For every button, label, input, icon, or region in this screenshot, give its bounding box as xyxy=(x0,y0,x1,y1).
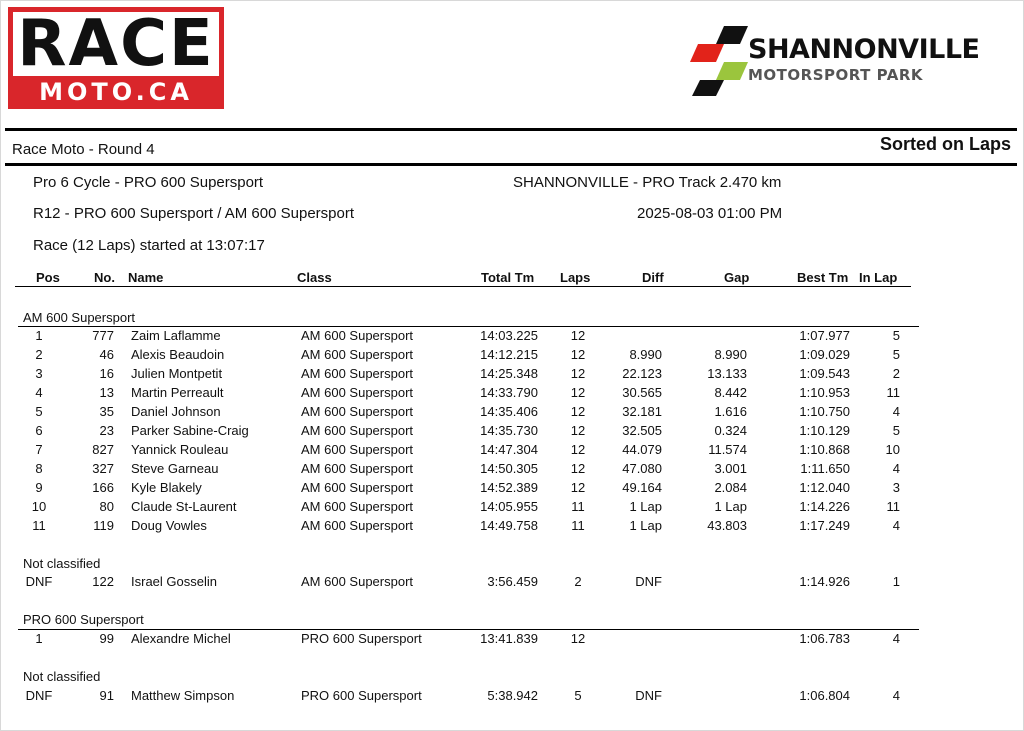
cell-gap: 1.616 xyxy=(714,404,747,419)
cell-class: AM 600 Supersport xyxy=(301,328,414,343)
col-header-diff: Diff xyxy=(642,270,664,285)
cell-best-time: 1:17.249 xyxy=(799,518,850,533)
track-label: SHANNONVILLE - PRO Track 2.470 km xyxy=(513,174,782,191)
cell-class: AM 600 Supersport xyxy=(301,423,414,438)
cell-class: AM 600 Supersport xyxy=(301,518,414,533)
cell-total-time: 14:52.389 xyxy=(480,480,538,495)
result-row xyxy=(0,442,1024,461)
cell-laps: 12 xyxy=(570,461,586,476)
cell-pos: 2 xyxy=(35,347,43,362)
cell-best-time: 1:12.040 xyxy=(799,480,850,495)
cell-total-time: 14:12.215 xyxy=(480,347,538,362)
result-row xyxy=(0,688,1024,707)
cell-no: 16 xyxy=(99,366,114,381)
cell-gap: 0.324 xyxy=(714,423,747,438)
cell-total-time: 13:41.839 xyxy=(480,631,538,646)
race-label: R12 - PRO 600 Supersport / AM 600 Supersport xyxy=(33,205,354,222)
cell-diff: 49.164 xyxy=(622,480,662,495)
cell-best-time: 1:07.977 xyxy=(799,328,850,343)
cell-in-lap: 5 xyxy=(892,328,900,343)
cell-diff: 44.079 xyxy=(622,442,662,457)
cell-laps: 12 xyxy=(570,366,586,381)
result-row xyxy=(0,328,1024,347)
cell-no: 80 xyxy=(99,499,114,514)
cell-class: AM 600 Supersport xyxy=(301,366,414,381)
cell-class: AM 600 Supersport xyxy=(301,442,414,457)
cell-laps: 2 xyxy=(574,574,582,589)
cell-no: 23 xyxy=(99,423,114,438)
result-row xyxy=(0,423,1024,442)
race-datetime: 2025-08-03 01:00 PM xyxy=(637,205,783,222)
cell-diff: 22.123 xyxy=(622,366,662,381)
cell-pos: 8 xyxy=(35,461,43,476)
cell-name: Martin Perreault xyxy=(131,385,224,400)
cell-pos: DNF xyxy=(25,688,53,703)
shannonville-logo-mark xyxy=(690,24,750,96)
cell-class: AM 600 Supersport xyxy=(301,480,414,495)
cell-laps: 5 xyxy=(574,688,582,703)
cell-name: Zaim Laflamme xyxy=(131,328,221,343)
cell-name: Kyle Blakely xyxy=(131,480,202,495)
cell-no: 46 xyxy=(99,347,114,362)
cell-pos: DNF xyxy=(25,574,53,589)
cell-gap: 2.084 xyxy=(714,480,747,495)
cell-pos: 1 xyxy=(35,631,43,646)
cell-name: Parker Sabine-Craig xyxy=(131,423,249,438)
cell-name: Alexis Beaudoin xyxy=(131,347,225,362)
cell-pos: 11 xyxy=(32,518,46,533)
cell-diff: DNF xyxy=(635,688,662,703)
cell-diff: 32.505 xyxy=(622,423,662,438)
col-header-no: No. xyxy=(94,270,115,285)
cell-pos: 5 xyxy=(35,404,43,419)
group-title: PRO 600 Supersport xyxy=(23,612,144,627)
col-header-inlap: In Lap xyxy=(859,270,898,285)
series-label: Pro 6 Cycle - PRO 600 Supersport xyxy=(33,174,264,191)
cell-no: 91 xyxy=(99,688,114,703)
cell-diff: 30.565 xyxy=(622,385,662,400)
header-rule-top xyxy=(5,128,1017,131)
cell-in-lap: 5 xyxy=(892,423,900,438)
cell-best-time: 1:06.804 xyxy=(799,688,850,703)
group-rule xyxy=(18,326,919,327)
cell-total-time: 14:49.758 xyxy=(480,518,538,533)
cell-best-time: 1:14.226 xyxy=(799,499,850,514)
cell-laps: 11 xyxy=(571,518,585,533)
cell-best-time: 1:11.650 xyxy=(800,461,850,476)
cell-best-time: 1:10.750 xyxy=(799,404,850,419)
cell-best-time: 1:14.926 xyxy=(799,574,850,589)
cell-total-time: 14:35.406 xyxy=(480,404,538,419)
cell-gap: 1 Lap xyxy=(714,499,747,514)
cell-best-time: 1:09.543 xyxy=(799,366,850,381)
cell-no: 827 xyxy=(92,442,114,457)
race-moto-logo-top: RACE xyxy=(17,7,215,81)
cell-name: Julien Montpetit xyxy=(131,366,223,381)
result-row xyxy=(0,347,1024,366)
header-rule-bottom xyxy=(5,163,1017,166)
result-row xyxy=(0,480,1024,499)
cell-class: AM 600 Supersport xyxy=(301,347,414,362)
col-header-gap: Gap xyxy=(724,270,750,285)
cell-name: Daniel Johnson xyxy=(131,404,221,419)
cell-name: Israel Gosselin xyxy=(131,574,217,589)
cell-name: Claude St-Laurent xyxy=(131,499,237,514)
cell-pos: 9 xyxy=(35,480,43,495)
cell-gap: 43.803 xyxy=(707,518,747,533)
cell-in-lap: 4 xyxy=(892,518,900,533)
cell-total-time: 14:05.955 xyxy=(480,499,538,514)
cell-in-lap: 11 xyxy=(886,499,900,514)
cell-pos: 1 xyxy=(35,328,43,343)
cell-diff: 1 Lap xyxy=(629,518,662,533)
cell-no: 13 xyxy=(99,385,114,400)
cell-total-time: 14:50.305 xyxy=(480,461,538,476)
col-header-class: Class xyxy=(297,270,332,285)
cell-class: PRO 600 Supersport xyxy=(301,631,422,646)
sort-label: Sorted on Laps xyxy=(879,134,1011,154)
cell-diff: 47.080 xyxy=(622,461,662,476)
result-row xyxy=(0,461,1024,480)
cell-in-lap: 4 xyxy=(892,688,900,703)
cell-pos: 3 xyxy=(35,366,43,381)
cell-name: Matthew Simpson xyxy=(131,688,235,703)
cell-total-time: 14:47.304 xyxy=(480,442,538,457)
cell-pos: 7 xyxy=(35,442,43,457)
result-row xyxy=(0,499,1024,518)
cell-laps: 12 xyxy=(570,328,586,343)
race-moto-logo-panel xyxy=(13,7,219,81)
cell-class: AM 600 Supersport xyxy=(301,404,414,419)
cell-in-lap: 3 xyxy=(892,480,900,495)
result-row xyxy=(0,385,1024,404)
cell-class: AM 600 Supersport xyxy=(301,574,414,589)
cell-diff: DNF xyxy=(635,574,662,589)
cell-class: PRO 600 Supersport xyxy=(301,688,422,703)
cell-total-time: 14:33.790 xyxy=(480,385,538,400)
cell-best-time: 1:06.783 xyxy=(799,631,850,646)
cell-laps: 12 xyxy=(570,347,586,362)
not-classified-title: Not classified xyxy=(23,556,101,571)
cell-gap: 11.574 xyxy=(708,442,747,457)
cell-best-time: 1:10.129 xyxy=(799,423,850,438)
cell-laps: 12 xyxy=(570,423,586,438)
cell-best-time: 1:09.029 xyxy=(799,347,850,362)
cell-total-time: 14:35.730 xyxy=(480,423,538,438)
cell-laps: 12 xyxy=(570,442,586,457)
cell-laps: 11 xyxy=(571,499,585,514)
cell-in-lap: 11 xyxy=(886,385,900,400)
cell-pos: 6 xyxy=(35,423,43,438)
cell-pos: 10 xyxy=(31,499,47,514)
cell-laps: 12 xyxy=(570,385,586,400)
cell-best-time: 1:10.953 xyxy=(799,385,850,400)
cell-class: AM 600 Supersport xyxy=(301,461,414,476)
cell-diff: 8.990 xyxy=(629,347,662,362)
cell-total-time: 3:56.459 xyxy=(487,574,538,589)
cell-total-time: 14:03.225 xyxy=(480,328,538,343)
col-header-total: Total Tm xyxy=(481,270,535,285)
cell-in-lap: 4 xyxy=(892,461,900,476)
cell-gap: 3.001 xyxy=(714,461,747,476)
cell-gap: 8.442 xyxy=(714,385,747,400)
group-rule xyxy=(18,629,919,630)
cell-diff: 32.181 xyxy=(622,404,662,419)
cell-no: 99 xyxy=(99,631,114,646)
cell-total-time: 5:38.942 xyxy=(487,688,538,703)
cell-in-lap: 5 xyxy=(892,347,900,362)
header-rule xyxy=(15,286,911,287)
cell-no: 119 xyxy=(93,518,114,533)
cell-in-lap: 10 xyxy=(885,442,900,457)
cell-total-time: 14:25.348 xyxy=(480,366,538,381)
race-start-label: Race (12 Laps) started at 13:07:17 xyxy=(33,237,265,254)
race-moto-logo-bottom: MOTO.CA xyxy=(39,78,193,106)
result-row xyxy=(0,574,1024,593)
cell-gap: 13.133 xyxy=(707,366,747,381)
result-row xyxy=(0,631,1024,650)
cell-in-lap: 4 xyxy=(892,631,900,646)
cell-in-lap: 4 xyxy=(892,404,900,419)
cell-name: Yannick Rouleau xyxy=(131,442,229,457)
cell-no: 122 xyxy=(92,574,114,589)
cell-no: 327 xyxy=(92,461,114,476)
cell-class: AM 600 Supersport xyxy=(301,499,414,514)
cell-laps: 12 xyxy=(570,404,586,419)
result-row xyxy=(0,404,1024,423)
col-header-pos: Pos xyxy=(36,270,60,285)
race-moto-logo xyxy=(8,7,224,109)
cell-name: Alexandre Michel xyxy=(131,631,231,646)
result-row xyxy=(0,366,1024,385)
event-title: Race Moto - Round 4 xyxy=(12,141,155,158)
col-header-name: Name xyxy=(128,270,164,285)
cell-name: Steve Garneau xyxy=(131,461,219,476)
col-header-best: Best Tm xyxy=(797,270,849,285)
cell-diff: 1 Lap xyxy=(629,499,662,514)
result-row xyxy=(0,518,1024,537)
not-classified-title: Not classified xyxy=(23,669,101,684)
cell-no: 35 xyxy=(99,404,114,419)
cell-in-lap: 1 xyxy=(892,574,900,589)
cell-pos: 4 xyxy=(35,385,43,400)
cell-gap: 8.990 xyxy=(714,347,747,362)
group-title: AM 600 Supersport xyxy=(23,310,136,325)
cell-no: 777 xyxy=(92,328,114,343)
cell-laps: 12 xyxy=(570,480,586,495)
shannonville-logo-name: SHANNONVILLE xyxy=(748,34,980,65)
cell-laps: 12 xyxy=(570,631,586,646)
cell-name: Doug Vowles xyxy=(131,518,207,533)
col-header-laps: Laps xyxy=(560,270,591,285)
cell-in-lap: 2 xyxy=(892,366,900,381)
cell-class: AM 600 Supersport xyxy=(301,385,414,400)
cell-no: 166 xyxy=(92,480,114,495)
cell-best-time: 1:10.868 xyxy=(799,442,850,457)
shannonville-logo-sub: MOTORSPORT PARK xyxy=(748,66,923,84)
